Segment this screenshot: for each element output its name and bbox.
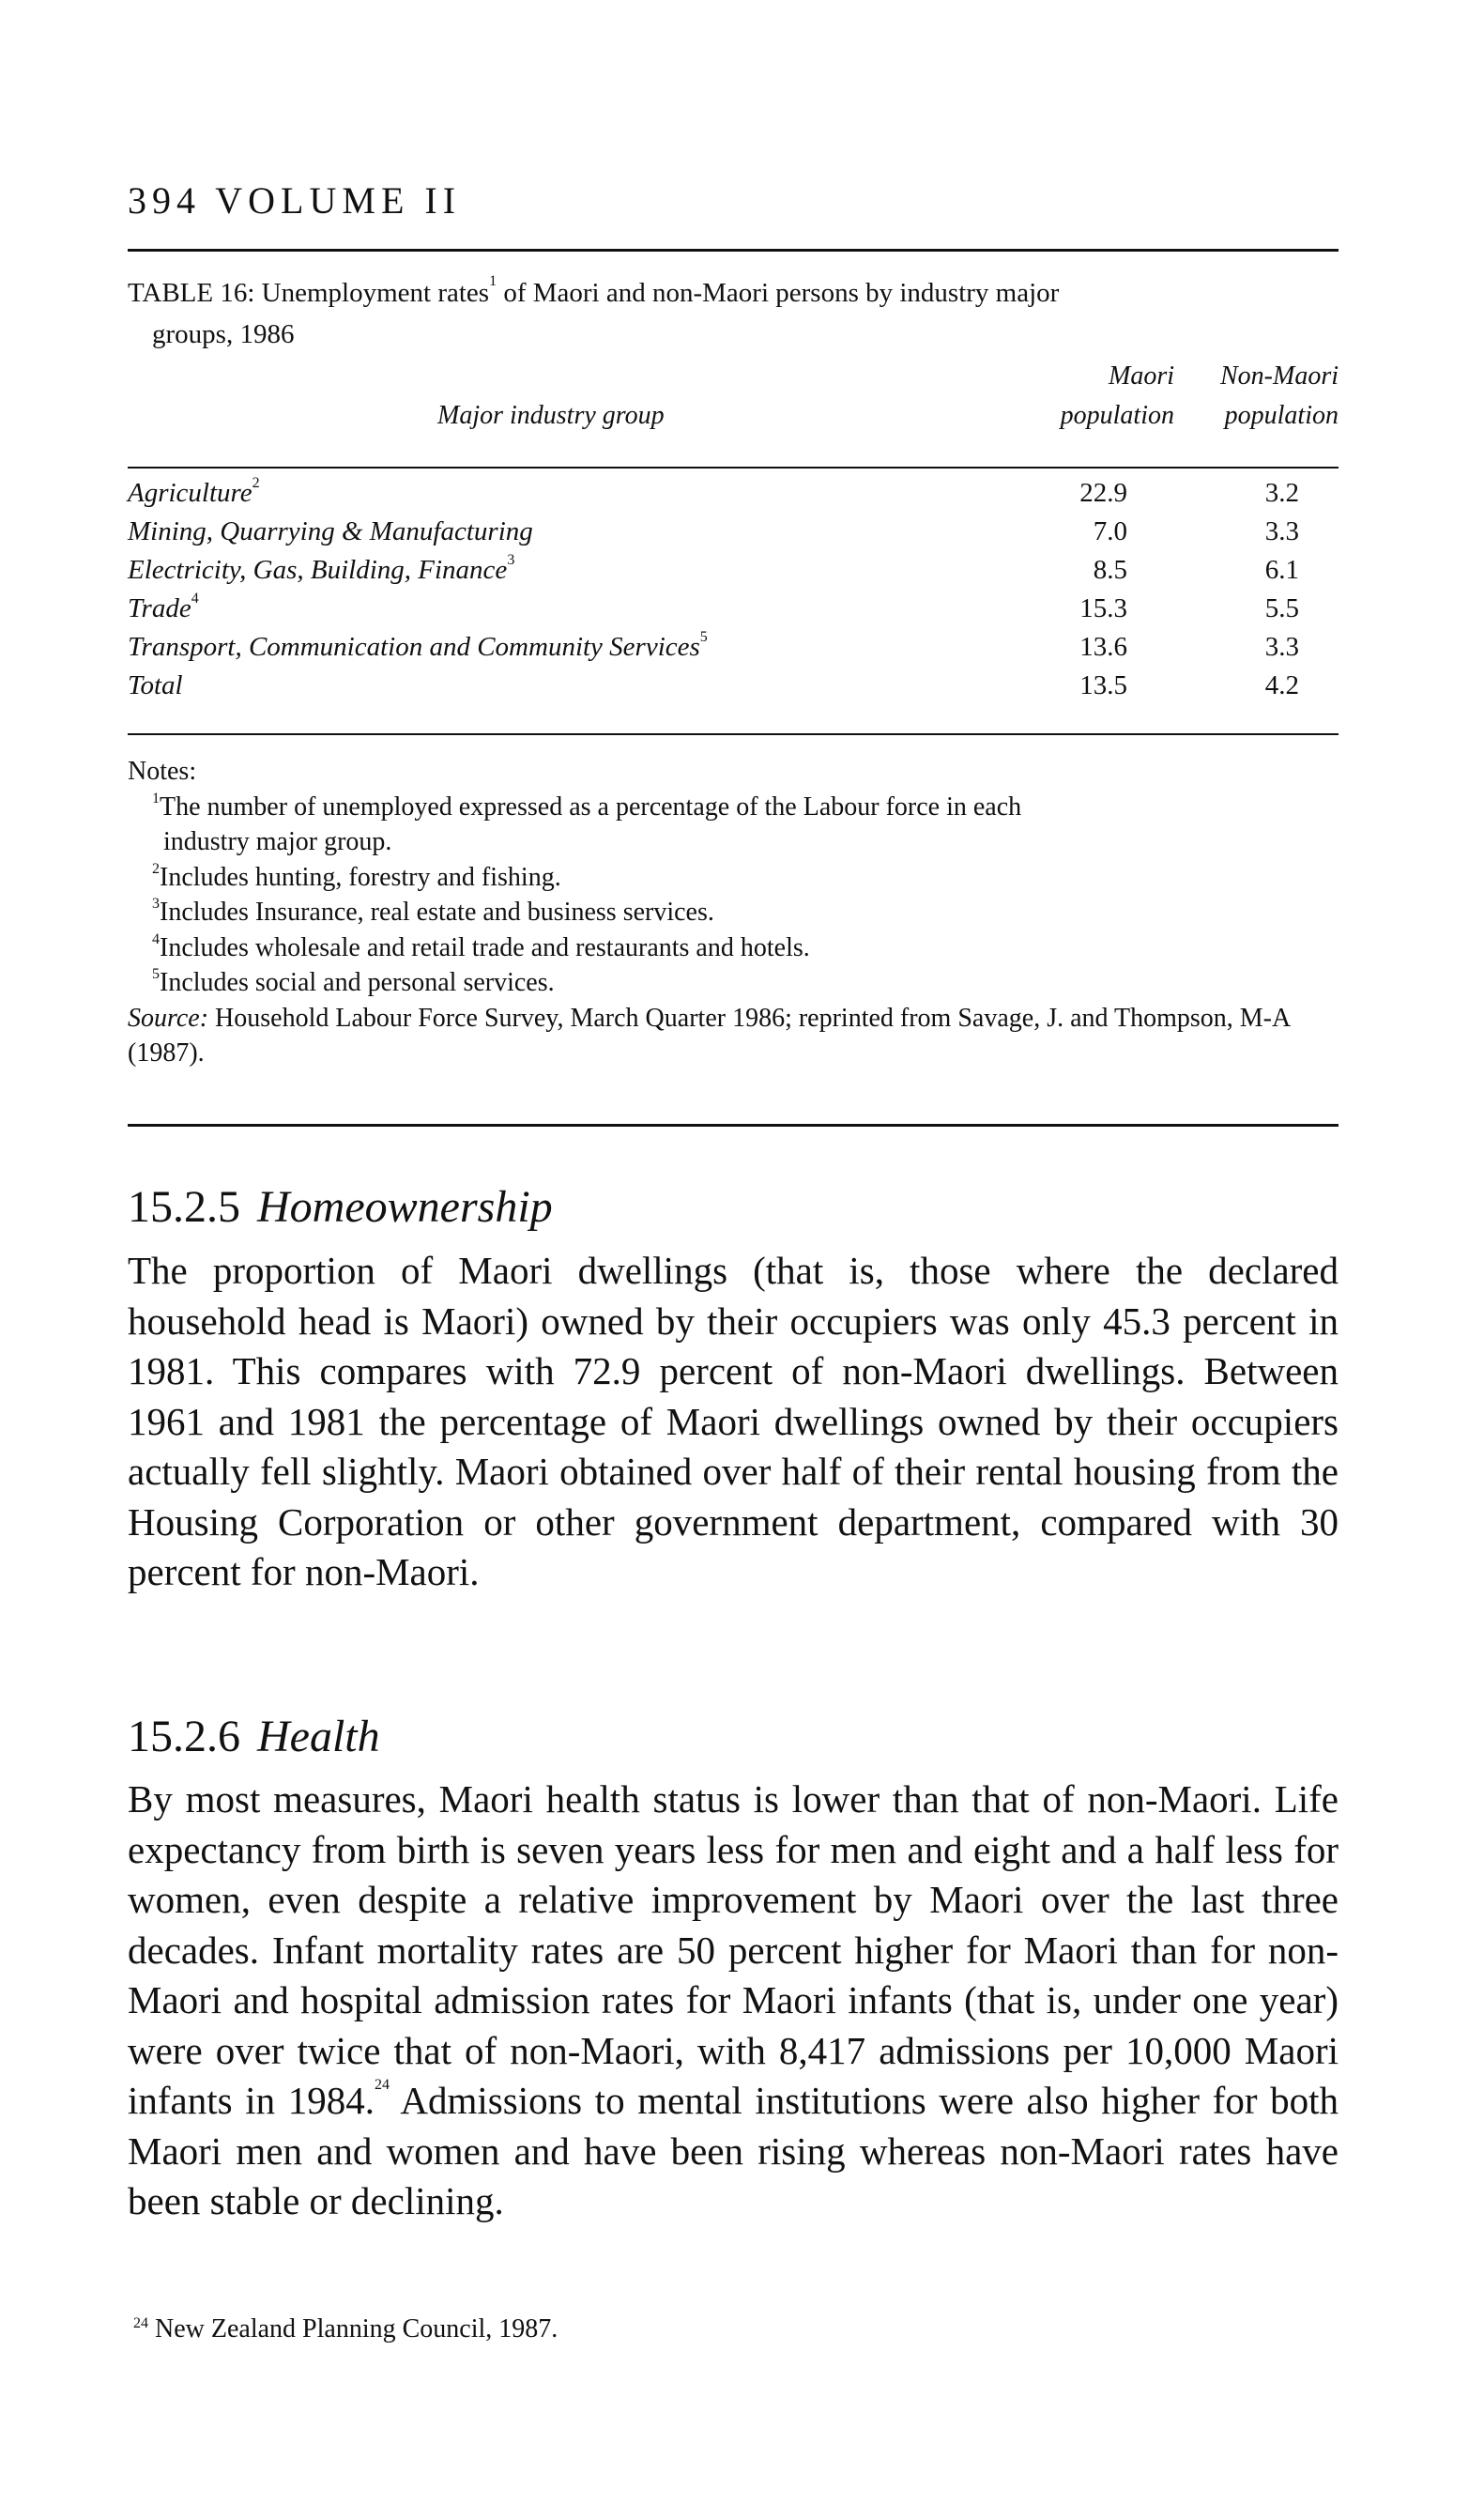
nonmaori-value: 6.1	[1264, 555, 1299, 585]
notes-bottom-rule	[128, 1124, 1339, 1127]
table-note: $^3$Includes Insurance, real estate and business services.	[152, 896, 714, 927]
table-body	[128, 474, 1339, 705]
row-label: Total	[128, 670, 183, 700]
maori-value: 15.3	[1079, 593, 1127, 623]
section-heading-homeownership: 15.2.5 Homeownership	[128, 1182, 553, 1232]
table-source: Source: Household Labour Force Survey, March Quarter 1986; reprinted from Savage, J. and Thompson, M-A (1987).	[128, 1003, 1290, 1068]
row-label: Transport, Communication and Community Services	[128, 632, 700, 662]
table-notes: Notes: $^1$The number of unemployed expressed as a percentage of the Labour force in each industry major group. $^2$Includes hunting, forestry and fishing. $^3$Includes Insurance, real estate and business services. $^4$Includes wholesale and retail trade and restaurants and hotels. $^5$Includes social and personal services. Source: Household Labour Force Survey, March Quarter 1986; reprinted from Savage, J. and Thompson, M-A (1987).	[128, 754, 1339, 1071]
maori-value: 13.5	[1079, 670, 1127, 700]
nonmaori-value: 3.3	[1264, 516, 1299, 546]
col-header-group: Major industry group	[437, 401, 665, 430]
nonmaori-value: 5.5	[1264, 593, 1299, 623]
paragraph-health: By most measures, Maori health status is lower than that of non-Maori. Life expectancy from birth is seven years less for men and eight and a half less for women, even despite a relative improvement by Maori over the last three decades. Infant mortality rates are 50 percent higher for Maori than for non-Maori and hospital admission rates for Maori infants (that is, under one year) were over twice that of non-Maori, with 8,417 admissions per 10,000 Maori infants in 1984.24 Admissions to mental institutions were also higher for both Maori men and women and have been rising whereas non-Maori rates have been stable or declining.	[128, 1777, 1339, 2222]
nonmaori-value: 3.2	[1264, 478, 1299, 508]
nonmaori-value: 4.2	[1264, 670, 1299, 700]
table-caption: TABLE 16: Unemployment rates$^1$ of Maori and non-Maori persons by industry major groups, 1986	[128, 273, 1060, 349]
table-note: $^1$The number of unemployed expressed as a percentage of the Labour force in each industry major group.	[152, 790, 1022, 856]
table-bottom-rule	[128, 733, 1339, 735]
running-head: 394 VOLUME II	[128, 179, 462, 222]
maori-value: 8.5	[1093, 555, 1127, 585]
row-label: Mining, Quarrying & Manufacturing	[128, 516, 533, 546]
row-label: Trade	[128, 593, 191, 623]
col-header-nonmaori: Non-Maori population	[1220, 361, 1339, 430]
table-note: $^5$Includes social and personal services.	[152, 966, 555, 997]
col-header-maori: Maori population	[1060, 361, 1174, 430]
row-label: Agriculture	[128, 478, 252, 508]
table-note: $^2$Includes hunting, forestry and fishing.	[152, 860, 561, 892]
maori-value: 13.6	[1079, 632, 1127, 662]
table-note: $^4$Includes wholesale and retail trade and restaurants and hotels.	[152, 930, 810, 962]
maori-value: 7.0	[1093, 516, 1127, 546]
table-row: Trade$^4$ 15.3 5.5	[128, 590, 1339, 628]
table-top-rule	[128, 249, 1339, 252]
table-row: Transport, Communication and Community Services$^5$ 13.6 3.3	[128, 628, 1339, 667]
paragraph-homeownership: The proportion of Maori dwellings (that is, those where the declared household head is Maori) owned by their occupiers was only 45.3 percent in 1981. This compares with 72.9 percent of non-Maori dwellings. Between 1961 and 1981 the percentage of Maori dwellings owned by their occupiers actually fell slightly. Maori obtained over half of their rental housing from the Housing Corporation or other government department, compared with 30 percent for non-Maori.	[128, 1249, 1339, 1593]
table-row	[128, 667, 1339, 705]
table-row: Agriculture$^2$ 22.9 3.2	[128, 474, 1339, 513]
header-rule	[128, 467, 1339, 469]
section-heading-health: 15.2.6 Health	[128, 1712, 380, 1761]
table-row: Electricity, Gas, Building, Finance$^3$ 8.5 6.1	[128, 551, 1339, 590]
footnote: $^{24}$ New Zealand Planning Council, 1987.	[133, 2314, 558, 2344]
row-label: Electricity, Gas, Building, Finance	[128, 555, 508, 585]
maori-value: 22.9	[1079, 478, 1127, 508]
table-row	[128, 513, 1339, 551]
table-column-headers	[128, 357, 1339, 441]
nonmaori-value: 3.3	[1264, 632, 1299, 662]
